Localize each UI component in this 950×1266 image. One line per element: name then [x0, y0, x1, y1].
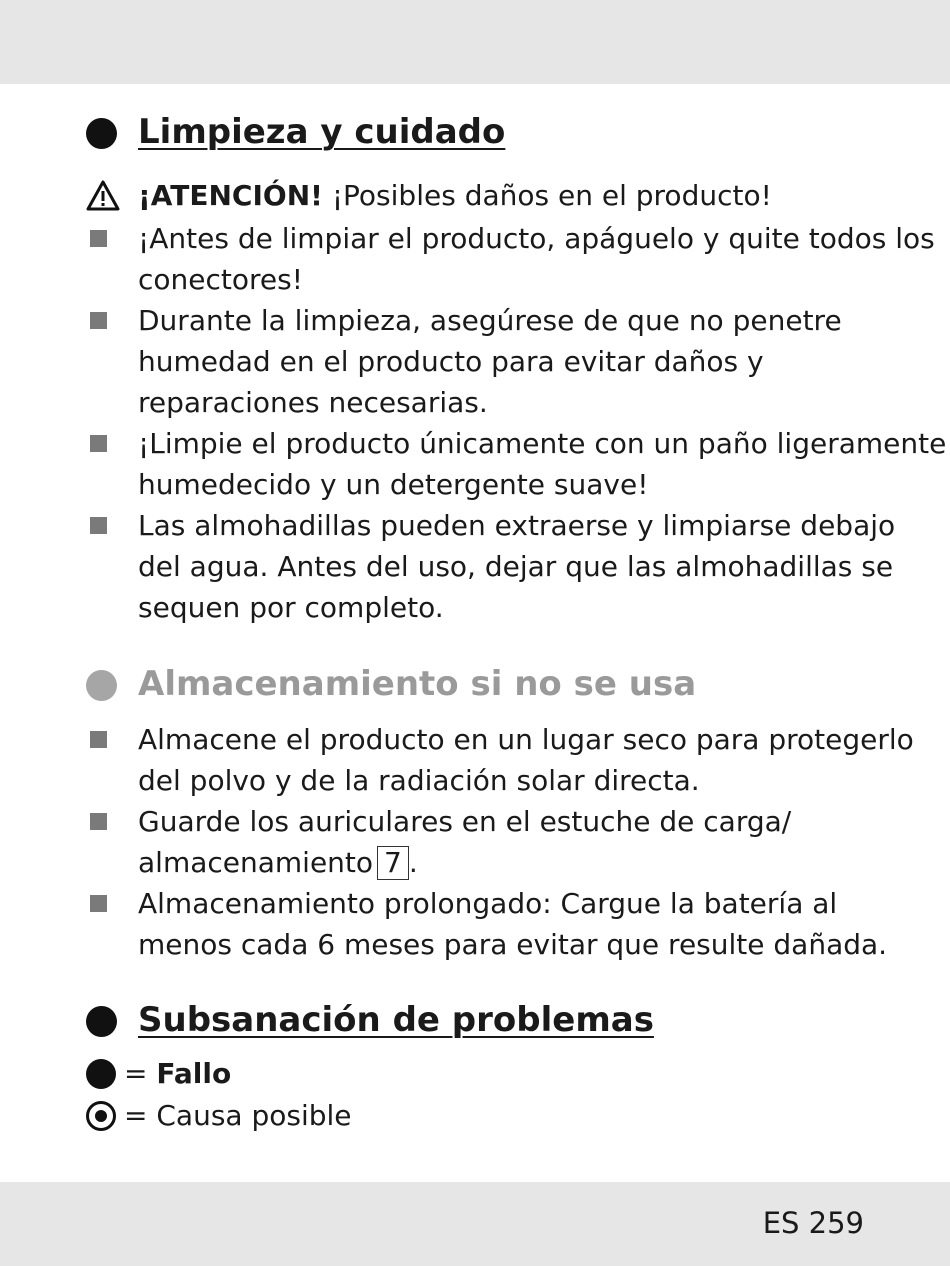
square-bullet-icon [90, 813, 107, 830]
heading-title: Subsanación de problemas [138, 1000, 654, 1040]
page-number: ES 259 [762, 1206, 864, 1240]
legend-fault-label: Fallo [156, 1057, 232, 1090]
square-bullet-icon [90, 895, 107, 912]
heading-title: Limpieza y cuidado [138, 112, 506, 152]
list-item: ¡Limpie el producto únicamente con un paño ligeramente humedecido y un detergente suave! [86, 423, 876, 505]
filled-circle-icon [86, 1059, 116, 1089]
square-bullet-icon [90, 312, 107, 329]
storage-list [86, 719, 914, 965]
cleaning-list [86, 218, 947, 628]
list-item: Almacenamiento prolongado: Cargue la batería al menos cada 6 meses para evitar que resulte dañada. [86, 883, 876, 965]
warning-text: ¡Posibles daños en el producto! [331, 179, 772, 212]
heading-title: Almacenamiento si no se usa [138, 664, 697, 704]
warning-label: ¡ATENCIÓN! [138, 179, 323, 212]
list-item: Guarde los auriculares en el estuche de carga/ almacenamiento 7 . [86, 801, 876, 883]
list-item: ¡Antes de limpiar el producto, apáguelo y quite todos los conectores! [86, 218, 876, 300]
square-bullet-icon [90, 517, 107, 534]
list-item: Las almohadillas pueden extraerse y limpiarse debajo del agua. Antes del uso, dejar que las almohadillas se sequen por completo. [86, 505, 876, 628]
list-item: Durante la limpieza, asegúrese de que no penetre humedad en el producto para evitar daños y reparaciones necesarias. [86, 300, 876, 423]
top-margin-band [0, 0, 950, 84]
square-bullet-icon [90, 435, 107, 452]
filled-circle-icon [86, 1006, 117, 1037]
square-bullet-icon [90, 230, 107, 247]
part-number-reference: 7 [377, 846, 409, 880]
legend-cause-label: = Causa posible [124, 1099, 352, 1132]
filled-circle-icon [86, 670, 117, 701]
target-circle-icon [86, 1101, 116, 1131]
warning-triangle-icon [86, 180, 120, 211]
square-bullet-icon [90, 731, 107, 748]
list-item: Almacene el producto en un lugar seco para protegerlo del polvo y de la radiación solar directa. [86, 719, 876, 801]
filled-circle-icon [86, 118, 117, 149]
